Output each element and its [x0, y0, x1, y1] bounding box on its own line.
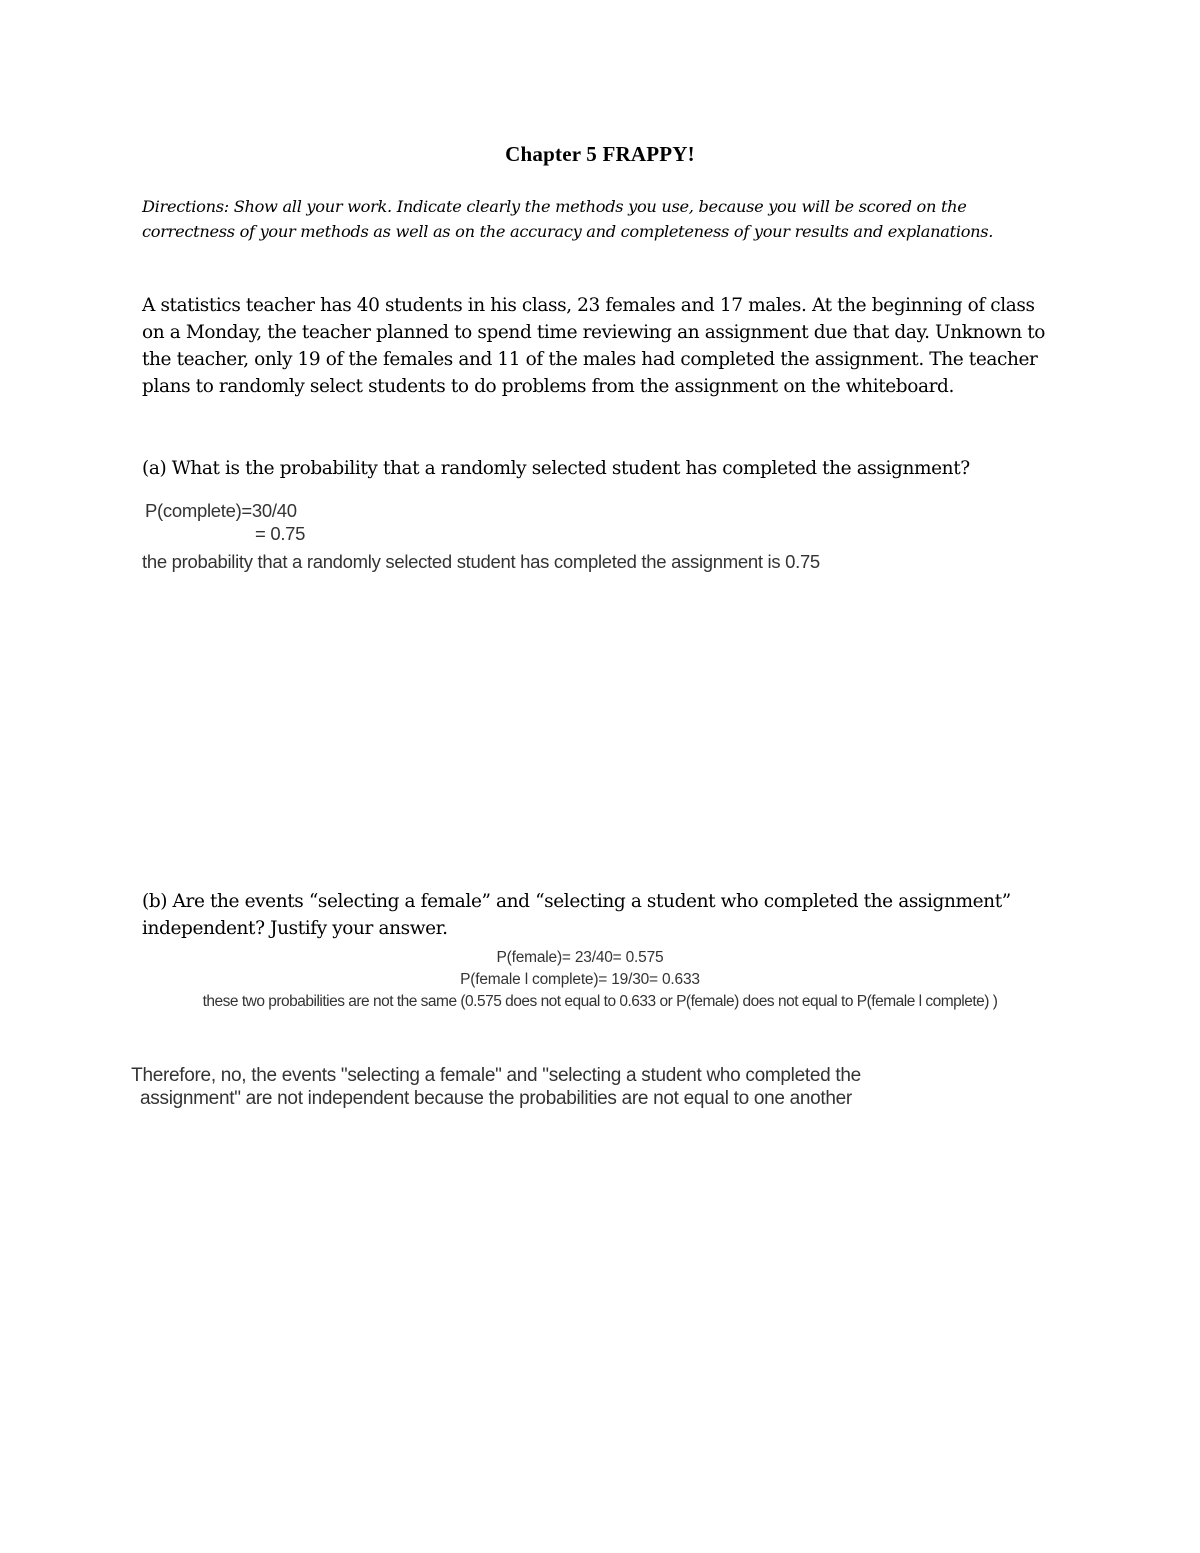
answer-a-line1: P(complete)=30/40 — [145, 500, 297, 521]
problem-statement: A statistics teacher has 40 students in his class, 23 females and 17 males. At the beginning of class on a Monday, the teacher planned to spend time reviewing an assignment due that day. Unknown to the teacher, only 19 of the females and 11 of the males had completed the assignment. The teacher plans to randomly select students to do problems from the assignment on the whiteboard. — [142, 295, 1046, 397]
question-a: (a) What is the probability that a randomly selected student has completed the assignment? — [142, 458, 970, 479]
directions-text: Directions: Show all your work. Indicate clearly the methods you use, because you will be scored on the correctness of your methods as well as on the accuracy and completeness of your results and explanations. — [142, 197, 994, 241]
answer-b-line1: P(female)= 23/40= 0.575 — [496, 949, 664, 966]
page-title: Chapter 5 FRAPPY! — [505, 142, 695, 166]
answer-a-line3: the probability that a randomly selected student has completed the assignment is 0.75 — [142, 551, 820, 572]
answer-b-conclusion: Therefore, no, the events "selecting a female" and "selecting a student who completed the assignment" are not independent because the probabilities are not equal to one another — [131, 1065, 861, 1109]
answer-b-line2: P(female l complete)= 19/30= 0.633 — [460, 971, 700, 988]
answer-b-line3: these two probabilities are not the same (0.575 does not equal to 0.633 or P(female) does not equal to P(female l complete) ) — [202, 993, 998, 1010]
question-b: (b) Are the events “selecting a female” and “selecting a student who completed the assignment” independent? Justify your answer. — [142, 891, 1011, 939]
answer-a-line2: = 0.75 — [255, 523, 306, 544]
